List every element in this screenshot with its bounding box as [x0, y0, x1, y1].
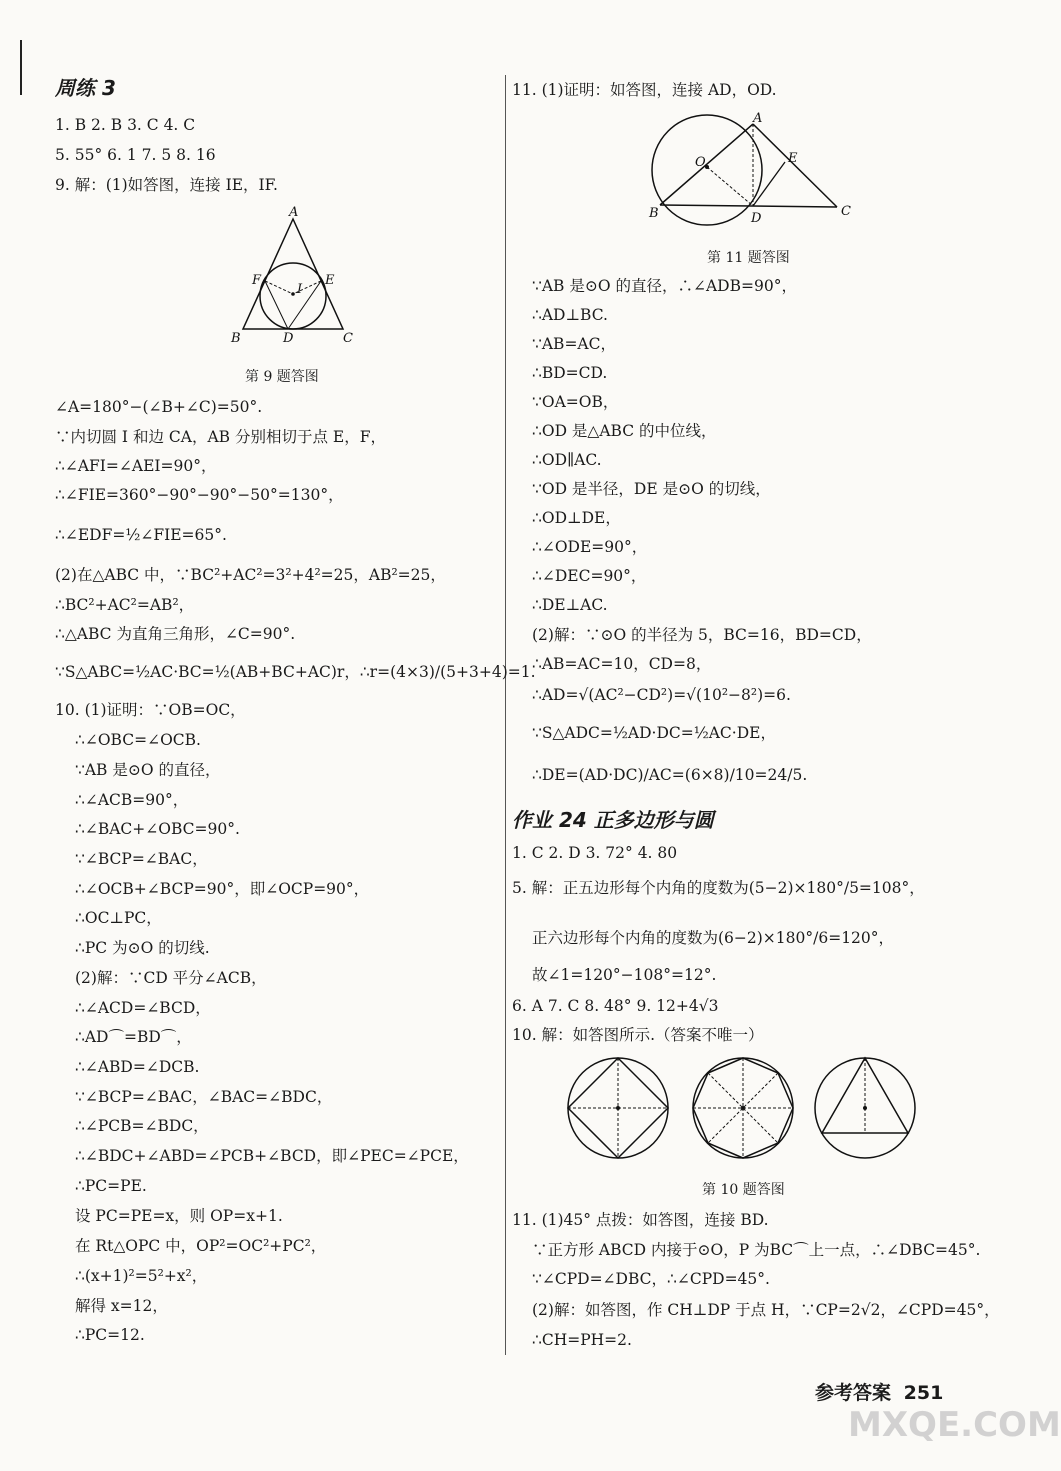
fig9-label-C: C: [343, 331, 353, 346]
text-line: ∴DE=(AD·DC)/AC=(6×8)/10=24/5.: [532, 766, 808, 784]
column-divider: [505, 75, 506, 1355]
text-line: 5. 55° 6. 1 7. 5 8. 16: [55, 146, 216, 164]
figure-9-diagram: [225, 205, 355, 345]
text-line: ∵内切圆 I 和边 CA，AB 分别相切于点 E，F，: [55, 428, 386, 446]
text-line: ∴DE⊥AC.: [532, 596, 608, 614]
text-line: ∴∠ACD=∠BCD，: [75, 999, 211, 1017]
fig11-label-B: B: [649, 206, 659, 221]
text-line: 9. 解：(1)如答图，连接 IE，IF.: [55, 176, 278, 194]
fig9-label-B: B: [231, 331, 241, 346]
text-line: ∠A=180°−(∠B+∠C)=50°.: [55, 398, 263, 416]
fig9-label-A: A: [289, 205, 299, 220]
text-line: ∴BC²+AC²=AB²，: [55, 596, 195, 614]
fig9-label-D: D: [283, 331, 294, 346]
text-line: ∵AB 是⊙O 的直径，: [75, 761, 221, 779]
text-line: ∴OD 是△ABC 的中位线，: [532, 422, 717, 440]
fig11-label-D: D: [751, 211, 762, 226]
text-line: ∴∠FIE=360°−90°−90°−50°=130°，: [55, 486, 344, 504]
fig9-label-F: F: [252, 273, 262, 288]
text-line: 解得 x=12，: [75, 1297, 168, 1315]
fig11-label-C: C: [841, 204, 851, 219]
text-line: ∴∠OCB+∠BCP=90°，即∠OCP=90°，: [75, 880, 370, 898]
text-line: ∵OA=OB，: [532, 393, 619, 411]
text-line: ∴CH=PH=2.: [532, 1331, 632, 1349]
text-line: ∵AB=AC，: [532, 335, 616, 353]
text-line: ∴∠ODE=90°，: [532, 538, 648, 556]
text-line: ∴OD∥AC.: [532, 451, 602, 469]
text-line: 设 PC=PE=x，则 OP=x+1.: [75, 1207, 283, 1225]
page-number: 251: [903, 1382, 944, 1404]
text-line: 10. (1)证明：∵OB=OC，: [55, 701, 246, 719]
section-heading: 周练 3: [55, 76, 116, 100]
text-line: ∴OD⊥DE，: [532, 509, 621, 527]
text-line: ∴AB=AC=10，CD=8，: [532, 655, 712, 673]
text-line: ∴∠ACB=90°，: [75, 791, 189, 809]
text-line: 11. (1)45° 点拨：如答图，连接 BD.: [512, 1211, 769, 1229]
text-line: ∴∠AFI=∠AEI=90°，: [55, 457, 217, 475]
octagon-construction: [693, 1058, 793, 1158]
text-line: 正六边形每个内角的度数为(6−2)×180°/6=120°，: [532, 929, 895, 947]
text-line: ∴△ABC 为直角三角形，∠C=90°.: [55, 625, 296, 643]
footer-label: 参考答案: [815, 1382, 892, 1404]
figure-caption: 第 9 题答图: [245, 369, 319, 385]
text-line: 1. C 2. D 3. 72° 4. 80: [512, 844, 678, 862]
text-line: 5. 解：正五边形每个内角的度数为(5−2)×180°/5=108°，: [512, 879, 925, 897]
square-construction: [568, 1058, 668, 1158]
text-line: ∴∠BAC+∠OBC=90°.: [75, 820, 240, 838]
text-line: (2)在△ABC 中，∵BC²+AC²=3²+4²=25，AB²=25，: [55, 566, 446, 584]
text-line: 6. A 7. C 8. 48° 9. 12+4√3: [512, 997, 719, 1015]
text-line: ∴(x+1)²=5²+x²，: [75, 1267, 208, 1285]
fig11-label-E: E: [788, 151, 798, 166]
text-line: ∴PC=12.: [75, 1326, 145, 1344]
fig9-label-I: I: [297, 282, 303, 297]
text-line: 1. B 2. B 3. C 4. C: [55, 116, 196, 134]
text-line: 故∠1=120°−108°=12°.: [532, 966, 717, 984]
text-line: 11. (1)证明：如答图，连接 AD，OD.: [512, 81, 777, 99]
text-line: ∴PC 为⊙O 的切线.: [75, 939, 210, 957]
fig9-label-E: E: [325, 273, 335, 288]
figure-caption: 第 11 题答图: [707, 250, 790, 266]
fig11-label-A: A: [753, 111, 763, 126]
figure-caption: 第 10 题答图: [702, 1182, 785, 1198]
text-line: ∵S△ADC=½AD·DC=½AC·DE，: [532, 724, 776, 742]
text-line: ∵S△ABC=½AC·BC=½(AB+BC+AC)r，∴r=(4×3)/(5+3+4)=1.: [55, 663, 536, 681]
fig11-label-O: O: [695, 155, 706, 170]
text-line: ∵∠CPD=∠DBC，∴∠CPD=45°.: [532, 1270, 770, 1288]
figure-11-diagram: [645, 110, 860, 235]
section-heading: 作业 24 正多边形与圆: [512, 808, 714, 832]
text-line: ∴∠DEC=90°，: [532, 567, 647, 585]
text-line: ∴AD⌒=BD⌒，: [75, 1028, 192, 1046]
page-edge-mark: [20, 40, 22, 95]
triangle-construction: [815, 1058, 915, 1158]
text-line: ∴AD=√(AC²−CD²)=√(10²−8²)=6.: [532, 686, 791, 704]
text-line: ∴∠PCB=∠BDC，: [75, 1117, 209, 1135]
text-line: ∵正方形 ABCD 内接于⊙O，P 为BC⌒上一点，∴∠DBC=45°.: [532, 1241, 981, 1259]
text-line: 10. 解：如答图所示.（答案不唯一）: [512, 1026, 764, 1044]
text-line: ∴OC⊥PC，: [75, 909, 162, 927]
text-line: ∴∠EDF=½∠FIE=65°.: [55, 526, 227, 544]
text-line: (2)解：∵CD 平分∠ACB，: [75, 969, 267, 987]
text-line: ∵OD 是半径，DE 是⊙O 的切线，: [532, 480, 771, 498]
text-line: 在 Rt△OPC 中，OP²=OC²+PC²，: [75, 1237, 327, 1255]
text-line: ∵∠BCP=∠BAC，∠BAC=∠BDC，: [75, 1088, 333, 1106]
text-line: ∵AB 是⊙O 的直径，∴∠ADB=90°，: [532, 277, 797, 295]
text-line: ∵∠BCP=∠BAC，: [75, 850, 208, 868]
text-line: (2)解：如答图，作 CH⊥DP 于点 H，∵CP=2√2，∠CPD=45°，: [532, 1301, 1000, 1319]
text-line: ∴PC=PE.: [75, 1177, 147, 1195]
text-line: ∴∠BDC+∠ABD=∠PCB+∠BCD，即∠PEC=∠PCE，: [75, 1147, 469, 1165]
text-line: ∴AD⊥BC.: [532, 306, 608, 324]
page-footer: [815, 1378, 943, 1405]
text-line: ∴BD=CD.: [532, 364, 608, 382]
watermark: MXQE.COM: [848, 1405, 1061, 1445]
text-line: (2)解：∵⊙O 的半径为 5，BC=16，BD=CD，: [532, 626, 872, 644]
text-line: ∴∠ABD=∠DCB.: [75, 1058, 200, 1076]
text-line: ∴∠OBC=∠OCB.: [75, 731, 201, 749]
figure-10-diagram: [560, 1055, 930, 1170]
